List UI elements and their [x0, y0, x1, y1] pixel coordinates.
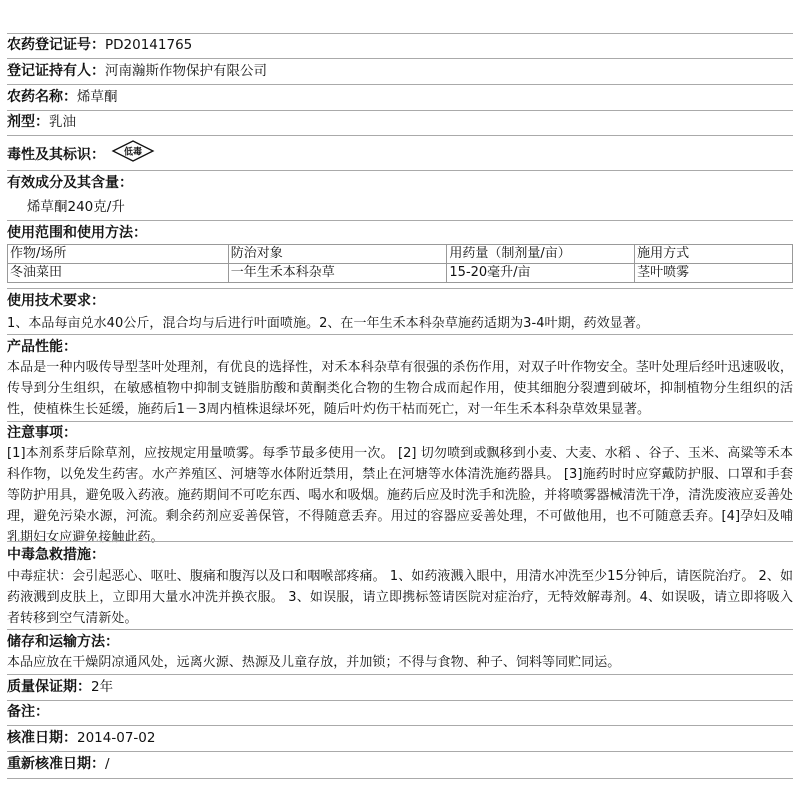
divider	[7, 33, 793, 34]
divider	[7, 700, 793, 701]
formulation-value: 乳油	[49, 114, 76, 130]
performance-label: 产品性能：	[7, 339, 77, 355]
table-header-cell: 防治对象	[228, 245, 447, 264]
approval-row	[7, 729, 155, 747]
toxicity-label: 毒性及其标识：	[7, 147, 105, 163]
storage-label-row	[7, 633, 119, 651]
divider	[7, 288, 793, 289]
reapproval-row	[7, 755, 110, 773]
name-row	[7, 88, 118, 106]
warranty-label: 质量保证期：	[7, 679, 91, 695]
divider	[7, 629, 793, 630]
reg-no-value: PD20141765	[105, 37, 193, 53]
firstaid-label: 中毒急救措施：	[7, 547, 105, 563]
divider	[7, 674, 793, 675]
performance-text: 本品是一种内吸传导型茎叶处理剂，有优良的选择性，对禾本科杂草有很强的杀伤作用，对双子叶作物安全。茎叶处理后经叶迅速吸收，传导到分生组织，在敏感植物中抑制支链脂肪酸和黄酮类化合物的生物合成而起作用，使其细胞分裂遭到破坏，抑制植物分生组织的活性，使植株生长延缓，施药后1－3周内植株退绿坏死，随后叶灼伤干枯而死亡，对一年生禾本科杂草效果显著。	[7, 360, 793, 417]
warranty-row	[7, 678, 113, 696]
notes-label-row	[7, 424, 77, 442]
reg-no-row	[7, 36, 192, 54]
divider	[7, 725, 793, 726]
divider	[7, 541, 793, 542]
approval-label: 核准日期：	[7, 730, 77, 746]
active-label-row	[7, 174, 133, 192]
reg-no-label: 农药登记证号：	[7, 37, 105, 53]
warranty-value: 2年	[91, 679, 114, 695]
notes-label: 注意事项：	[7, 425, 77, 441]
tech-label: 使用技术要求：	[7, 293, 105, 309]
divider	[7, 170, 793, 171]
remark-row	[7, 703, 49, 721]
reapproval-label: 重新核准日期：	[7, 756, 105, 772]
divider	[7, 84, 793, 85]
formulation-label: 剂型：	[7, 114, 49, 130]
active-value-row	[27, 198, 125, 216]
active-label: 有效成分及其含量：	[7, 175, 133, 191]
name-value: 烯草酮	[77, 89, 118, 105]
notes-text: [1]本剂系芽后除草剂，应按规定用量喷雾。每季节最多使用一次。 [2] 切勿喷到或飘移到小麦、大麦、水稻 、谷子、玉米、高粱等禾本科作物，以免发生药害。水产养殖区、河塘等水体附近禁用，禁止在河塘等水体清洗施药器具。 [3]施药时时应穿戴防护服、口罩和手套等防护用具，避免吸入药液。施药期间不可吃东西、喝水和吸烟。施药后应及时洗手和洗脸，并将喷雾器械清洗干净，清洗废液应妥善处理，避免污染水源，河流。剩余药剂应妥善保管，不得随意丢弃。用过的容器应妥善处理，不可做他用，也不可随意丢弃。[4]孕妇及哺乳期妇女应避免接触此药。	[7, 446, 793, 545]
firstaid-text: 中毒症状：会引起恶心、呕吐、腹痛和腹泻以及口和咽喉部疼痛。 1、如药液溅入眼中，用清水冲洗至少15分钟后，请医院治疗。 2、如药液溅到皮肤上，立即用大量水冲洗并换衣服。 3、如误服，请立即携标签请医院对症治疗，无特效解毒剂。4、如误吸，请立即将吸入者转移到空气清新处。	[7, 569, 793, 626]
divider	[7, 110, 793, 111]
usage-label: 使用范围和使用方法：	[7, 225, 147, 241]
divider	[7, 751, 793, 752]
storage-label: 储存和运输方法：	[7, 634, 119, 650]
storage-text: 本品应放在干燥阴凉通风处，远离火源、热源及儿童存放，并加锁；不得与食物、种子、饲料等同贮同运。	[7, 655, 621, 670]
reapproval-value: /	[105, 756, 110, 772]
divider	[7, 334, 793, 335]
divider	[7, 421, 793, 422]
divider	[7, 58, 793, 59]
diamond-toxicity-icon	[111, 139, 155, 171]
holder-label: 登记证持有人：	[7, 63, 105, 79]
table-cell: 茎叶喷雾	[635, 264, 793, 283]
remark-label: 备注：	[7, 704, 49, 720]
performance-label-row	[7, 338, 77, 356]
table-header-cell: 施用方式	[635, 245, 793, 264]
active-value: 烯草酮240克/升	[27, 199, 125, 215]
formulation-row	[7, 113, 76, 131]
name-label: 农药名称：	[7, 89, 77, 105]
tech-text: 1、本品每亩兑水40公斤，混合均与后进行叶面喷施。2、在一年生禾本科杂草施药适期为3-4叶期，药效显著。	[7, 316, 649, 331]
table-header-cell: 作物/场所	[8, 245, 229, 264]
usage-table	[7, 244, 793, 283]
table-row	[8, 264, 793, 283]
toxicity-row	[7, 139, 155, 171]
tech-label-row	[7, 292, 105, 310]
table-cell: 一年生禾本科杂草	[228, 264, 447, 283]
firstaid-label-row	[7, 546, 105, 564]
holder-value: 河南瀚斯作物保护有限公司	[105, 63, 267, 79]
divider	[7, 778, 793, 779]
divider	[7, 220, 793, 221]
approval-value: 2014-07-02	[77, 730, 156, 746]
table-header-cell: 用药量（制剂量/亩）	[447, 245, 635, 264]
table-cell: 冬油菜田	[8, 264, 229, 283]
usage-label-row	[7, 224, 147, 242]
holder-row	[7, 62, 267, 80]
toxicity-badge-text: 低毒	[123, 147, 143, 158]
table-cell: 15-20毫升/亩	[447, 264, 635, 283]
divider	[7, 135, 793, 136]
table-header-row	[8, 245, 793, 264]
